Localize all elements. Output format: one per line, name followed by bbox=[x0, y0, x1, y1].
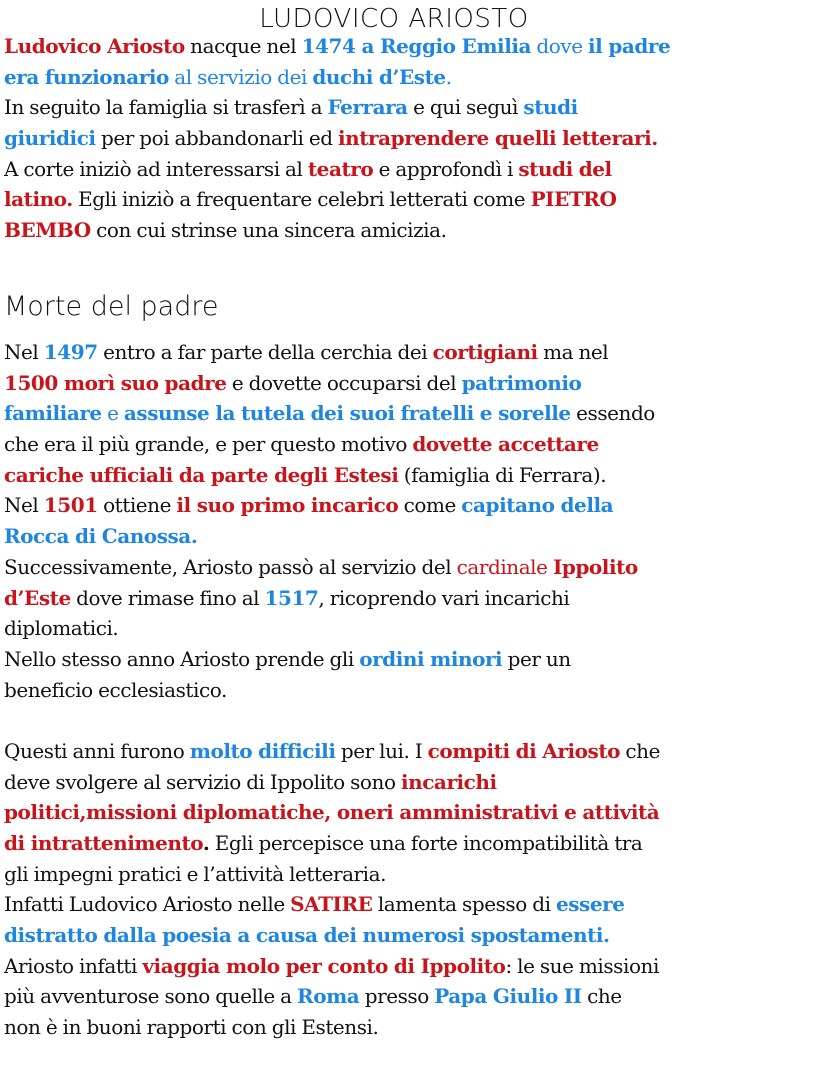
highlighted-text: Papa Giulio II bbox=[434, 984, 582, 1009]
highlighted-text: intraprendere quelli letterari. bbox=[338, 126, 658, 151]
highlighted-text: BEMBO bbox=[4, 218, 91, 243]
text-run: e qui seguì bbox=[407, 95, 524, 120]
highlighted-text: 1500 morì suo padre bbox=[4, 370, 227, 395]
text-line bbox=[4, 92, 824, 123]
text-run: gli impegni pratici e l’attività letteraria. bbox=[4, 861, 386, 886]
text-run: e bbox=[101, 401, 124, 426]
section-heading: Morte del padre bbox=[4, 291, 219, 322]
highlighted-text: era funzionario bbox=[4, 64, 169, 89]
highlighted-text: Ludovico Ariosto bbox=[4, 34, 185, 58]
text-line bbox=[4, 31, 824, 62]
text-line bbox=[4, 460, 824, 491]
highlighted-text: ordini minori bbox=[359, 646, 503, 671]
text-line bbox=[4, 552, 824, 583]
text-run: . bbox=[202, 831, 210, 855]
text-run: che bbox=[620, 738, 660, 763]
text-line bbox=[4, 62, 824, 93]
text-run: e dovette occuparsi del bbox=[226, 370, 462, 395]
text-line bbox=[4, 368, 824, 399]
text-line bbox=[4, 767, 824, 798]
highlighted-text: d’Este bbox=[4, 585, 71, 610]
highlighted-text: giuridici bbox=[4, 126, 96, 151]
text-run: Nel bbox=[4, 493, 44, 518]
text-run: che bbox=[581, 984, 622, 1009]
text-run: nacque nel bbox=[184, 34, 302, 58]
highlighted-text: teatro bbox=[307, 156, 374, 181]
text-line bbox=[4, 705, 824, 736]
text-line bbox=[4, 920, 824, 951]
text-run: . bbox=[445, 64, 452, 89]
text-run: Questi anni furono bbox=[4, 738, 190, 763]
text-run: che era il più grande, e per questo motivo bbox=[4, 432, 413, 457]
highlighted-text: patrimonio bbox=[461, 370, 582, 395]
highlighted-text: 1501 bbox=[43, 493, 98, 518]
text-run: per un bbox=[502, 646, 571, 671]
text-run: presso bbox=[359, 984, 435, 1009]
highlighted-text: capitano della bbox=[461, 493, 614, 518]
text-run: Infatti Ludovico Ariosto nelle bbox=[4, 892, 291, 917]
text-run: lamenta spesso di bbox=[372, 892, 556, 917]
text-line bbox=[4, 490, 824, 521]
highlighted-text: distratto dalla poesia a causa dei numerosi spostamenti. bbox=[4, 923, 610, 948]
highlighted-text: politici,missioni diplomatiche, oneri amministrativi e attività bbox=[4, 800, 660, 825]
text-line bbox=[4, 215, 824, 246]
highlighted-text: viaggia molo per conto di Ippolito bbox=[142, 953, 506, 978]
highlighted-text: di intrattenimento bbox=[4, 831, 203, 855]
highlighted-text: molto difficili bbox=[189, 738, 336, 763]
text-line bbox=[4, 736, 824, 767]
text-line bbox=[4, 889, 824, 920]
highlighted-text: compiti di Ariosto bbox=[427, 738, 620, 763]
highlighted-text: latino. bbox=[4, 187, 73, 212]
text-line bbox=[4, 797, 824, 828]
text-run: per poi abbandonarli ed bbox=[95, 126, 339, 151]
highlighted-text: duchi d’Este bbox=[312, 64, 446, 89]
text-run: Ariosto infatti bbox=[4, 953, 143, 978]
highlighted-text: 1517 bbox=[264, 585, 319, 610]
highlighted-text: PIETRO bbox=[530, 187, 617, 212]
text-line bbox=[4, 859, 824, 890]
text-line bbox=[4, 521, 824, 552]
text-line bbox=[4, 154, 824, 185]
text-line bbox=[4, 951, 824, 982]
highlighted-text: il suo primo incarico bbox=[176, 493, 399, 518]
text-run: diplomatici. bbox=[4, 616, 119, 641]
text-run: più avventurose sono quelle a bbox=[4, 984, 298, 1009]
text-line bbox=[4, 981, 824, 1012]
text-line bbox=[4, 583, 824, 614]
text-line bbox=[4, 184, 824, 215]
body-text bbox=[4, 337, 824, 1043]
text-run: al servizio dei bbox=[168, 64, 313, 89]
text-run: cardinale bbox=[456, 554, 548, 579]
text-run: ottiene bbox=[97, 493, 177, 518]
text-run: Nel bbox=[4, 340, 44, 364]
text-run: Egli iniziò a frequentare celebri letterati come bbox=[72, 187, 531, 212]
highlighted-text: studi del bbox=[518, 156, 612, 181]
text-line bbox=[4, 398, 824, 429]
text-run: : le sue missioni bbox=[505, 953, 659, 978]
text-run: , ricoprendo vari incarichi bbox=[318, 585, 570, 610]
text-line bbox=[4, 1012, 824, 1043]
text-run: (famiglia di Ferrara). bbox=[398, 462, 607, 487]
text-run: essendo bbox=[570, 401, 655, 426]
highlighted-text: cariche ufficiali da parte degli Estesi bbox=[4, 462, 399, 487]
intro-paragraph bbox=[4, 31, 824, 246]
highlighted-text: essere bbox=[555, 892, 625, 917]
text-run: beneficio ecclesiastico. bbox=[4, 677, 227, 702]
highlighted-text: Rocca di Canossa. bbox=[4, 524, 198, 549]
highlighted-text: 1474 a Reggio Emilia bbox=[301, 34, 532, 58]
text-run: con cui strinse una sincera amicizia. bbox=[90, 218, 447, 243]
text-run: Nello stesso anno Ariosto prende gli bbox=[4, 646, 360, 671]
text-run: non è in buoni rapporti con gli Estensi. bbox=[4, 1015, 379, 1040]
text-line bbox=[4, 675, 824, 706]
text-run: Egli percepisce una forte incompatibilità tra bbox=[209, 831, 643, 855]
highlighted-text: Ferrara bbox=[327, 95, 408, 120]
text-line bbox=[4, 429, 824, 460]
text-line bbox=[4, 828, 824, 859]
text-run: In seguito la famiglia si trasferì a bbox=[4, 95, 328, 120]
text-line bbox=[4, 337, 824, 368]
highlighted-text: incarichi bbox=[400, 769, 497, 794]
page-title: LUDOVICO ARIOSTO bbox=[259, 4, 529, 34]
highlighted-text: Ippolito bbox=[552, 554, 638, 579]
text-run: entro a far parte della cerchia dei bbox=[97, 340, 433, 364]
text-run: dove rimase fino al bbox=[70, 585, 265, 610]
highlighted-text: 1497 bbox=[43, 340, 98, 364]
highlighted-text: familiare bbox=[4, 401, 102, 426]
highlighted-text: studi bbox=[523, 95, 578, 120]
text-line bbox=[4, 644, 824, 675]
text-run: per lui. I bbox=[335, 738, 428, 763]
text-run: ma nel bbox=[537, 340, 609, 364]
text-line bbox=[4, 613, 824, 644]
text-run: come bbox=[398, 493, 462, 518]
highlighted-text: Roma bbox=[297, 984, 360, 1009]
text-run: e approfondì i bbox=[373, 156, 519, 181]
highlighted-text: assunse la tutela dei suoi fratelli e sorelle bbox=[123, 401, 571, 426]
text-run: Successivamente, Ariosto passò al servizio del bbox=[4, 554, 457, 579]
highlighted-text: cortigiani bbox=[432, 340, 538, 364]
text-run: dove bbox=[531, 34, 589, 58]
highlighted-text: SATIRE bbox=[290, 892, 373, 917]
text-run: deve svolgere al servizio di Ippolito sono bbox=[4, 769, 401, 794]
highlighted-text: dovette accettare bbox=[412, 432, 599, 457]
text-line bbox=[4, 123, 824, 154]
text-run: A corte iniziò ad interessarsi al bbox=[4, 156, 308, 181]
highlighted-text: il padre bbox=[588, 34, 671, 58]
